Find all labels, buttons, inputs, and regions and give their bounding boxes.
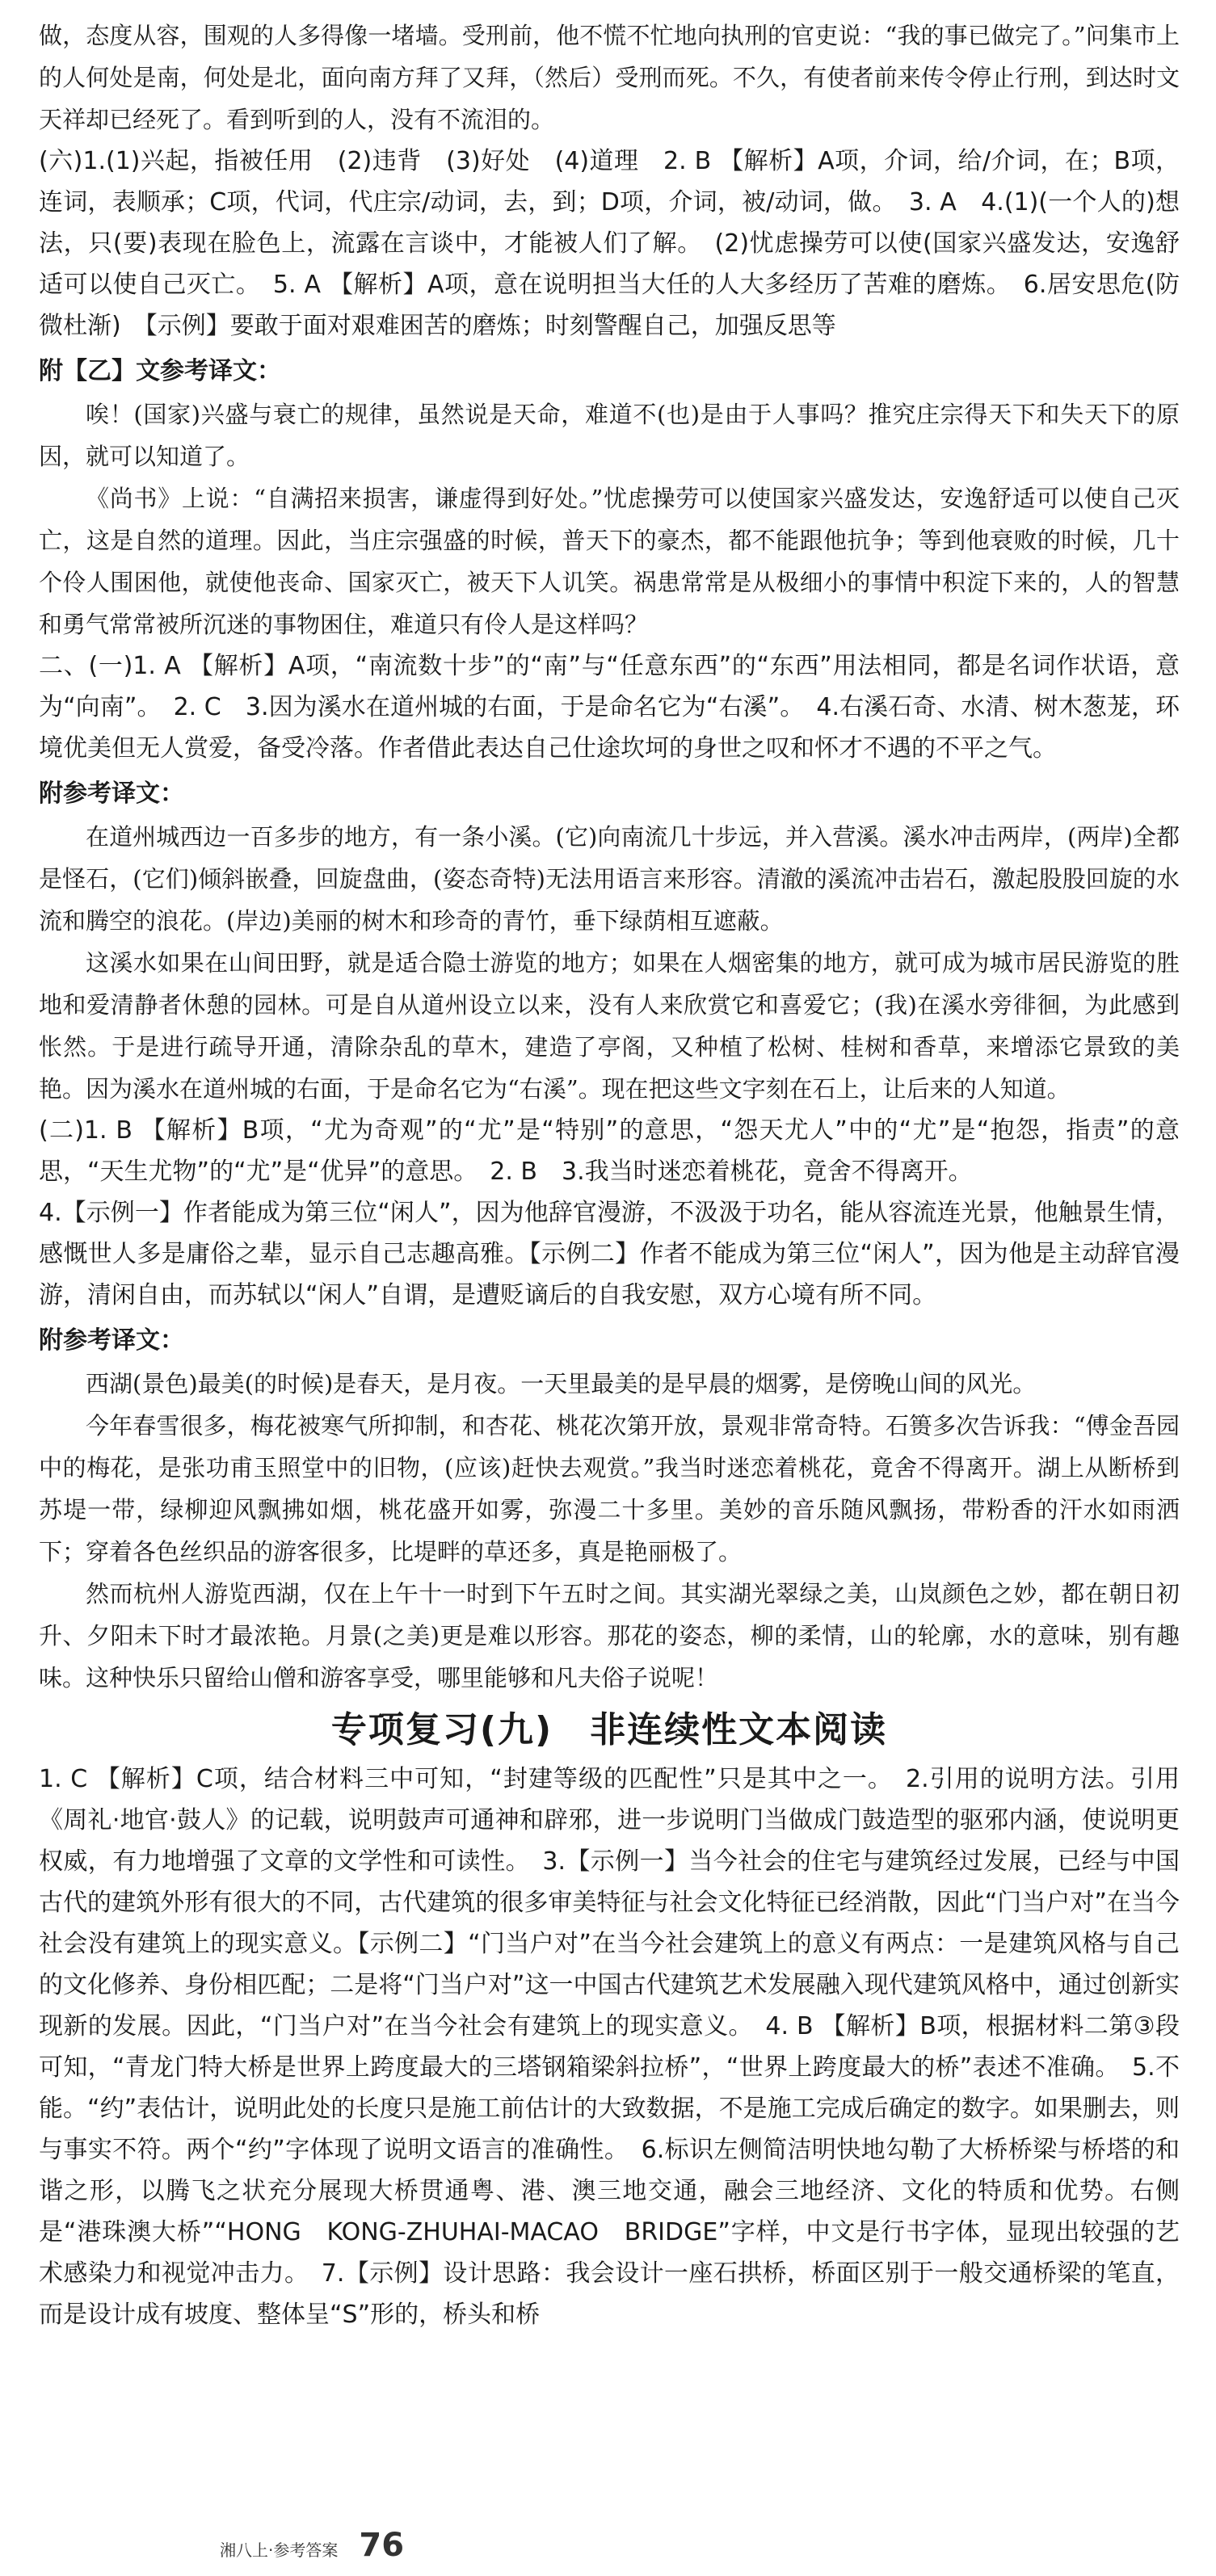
appendix-heading: 附参考译文： (39, 1326, 184, 1355)
translation-paragraph: 这溪水如果在山间田野，就是适合隐士游览的地方；如果在人烟密集的地方，就可成为城市居民游览的胜地和爱清静者休憩的园林。可是自从道州设立以来，没有人来欣赏它和喜爱它；(我)在溪水旁徘徊，为此感到怅然。于是进行疏导开通，清除杂乱的草木，建造了亭阁，又种植了松树、桂树和香草，来增添它景致的美艳。因为溪水在道州城的右面，于是命名它为“右溪”。现在把这些文字刻在石上，让后来的人知道。 (39, 949, 1180, 1103)
translation-paragraph: 今年春雪很多，梅花被寒气所抑制，和杏花、桃花次第开放，景观非常奇特。石篑多次告诉我：“傅金吾园中的梅花，是张功甫玉照堂中的旧物，(应该)赶快去观赏。”我当时迷恋着桃花，竟舍不得离开。湖上从断桥到苏堤一带，绿柳迎风飘拂如烟，桃花盛开如雾，弥漫二十多里。美妙的音乐随风飘扬，带粉香的汗水如雨洒下；穿着各色丝织品的游客很多，比堤畔的草还多，真是艳丽极了。 (39, 1412, 1180, 1565)
appendix-heading-yi-text: 附【乙】文参考译文： (39, 357, 281, 385)
translation-paragraph: 《尚书》上说：“自满招来损害，谦虚得到好处。”忧虑操劳可以使国家兴盛发达，安逸舒适可以使自己灭亡，这是自然的道理。因此，当庄宗强盛的时候，普天下的豪杰，都不能跟他抗争；等到他衰败的时候，几十个伶人围困他，就使他丧命、国家灭亡，被天下人讥笑。祸患常常是从极细小的事情中积淀下来的，人的智慧和勇气常常被所沉迷的事物困住，难道只有伶人是这样吗？ (39, 485, 1180, 638)
section-title-sub: 非连续性文本阅读 (590, 1709, 888, 1750)
answer-section-nine: 1. C 【解析】C项，结合材料三中可知，“封建等级的匹配性”只是其中之一。 2.引用的说明方法。引用《周礼·地官·鼓人》的记载，说明鼓声可通神和辟邪，进一步说明门当做成门鼓造型的驱邪内涵，使说明更权威，有力地增强了文章的文学性和可读性。 3.【示例一】当今社会的住宅与建筑经过发展，已经与中国古代的建筑外形有很大的不同，古代建筑的很多审美特征与社会文化特征已经消散，因此“门当户对”在当今社会没有建筑上的现实意义。【示例二】“门当户对”在当今社会建筑上的意义有两点：一是建筑风格与自己的文化修养、身份相匹配；二是将“门当户对”这一中国古代建筑艺术发展融入现代建筑风格中，通过创新实现新的发展。因此，“门当户对”在当今社会有建筑上的现实意义。 4. B 【解析】B项，根据材料二第③段可知，“青龙门特大桥是世界上跨度最大的三塔钢箱梁斜拉桥”，“世界上跨度最大的桥”表述不准确。 5.不能。“约”表估计，说明此处的长度只是施工前估计的大致数据，不是施工完成后确定的数字。如果删去，则与事实不符。两个“约”字体现了说明文语言的准确性。 6.标识左侧简洁明快地勾勒了大桥桥梁与桥塔的和谐之形，以腾飞之状充分展现大桥贯通粤、港、澳三地交通，融会三地经济、文化的特质和优势。右侧是“港珠澳大桥”“HONG KONG-ZHUHAI-MACAO BRIDGE”字样，中文是行书字体，显现出较强的艺术感染力和视觉冲击力。 7.【示例】设计思路：我会设计一座石拱桥，桥面区别于一般交通桥梁的笔直，而是设计成有坡度、整体呈“S”形的，桥头和桥 (39, 1765, 1180, 2329)
answer-part-two-one: 二、(一)1. A 【解析】A项，“南流数十步”的“南”与“任意东西”的“东西”用法相同，都是名词作状语，意为“向南”。 2. C 3.因为溪水在道州城的右面，于是命名它为“右溪”。 4.右溪石奇、水清、树木葱茏，环境优美但无人赏爱，备受冷落。作者借此表达自己仕途坎坷的身世之叹和怀才不遇的不平之气。 (39, 652, 1180, 763)
footer-label: 湘八上·参考答案 (220, 2540, 339, 2560)
appendix-heading: 附参考译文： (39, 780, 184, 808)
page-footer (220, 2527, 404, 2564)
answer-group-six: (六)1.(1)兴起，指被任用 (2)违背 (3)好处 (4)道理 2. B 【解析】A项，介词，给/介词，在；B项，连词，表顺承；C项，代词，代庄宗/动词，去，到；D项，介词，被/动词，做。 3. A 4.(1)(一个人的)想法，只(要)表现在脸色上，流露在言谈中，才能被人们了解。 (2)忧虑操劳可以使(国家兴盛发达，安逸舒适可以使自己灭亡。 5. A 【解析】A项，意在说明担当大任的人大多经历了苦难的磨炼。 6.居安思危(防微杜渐) 【示例】要敢于面对艰难困苦的磨炼；时刻警醒自己，加强反思等 (39, 147, 1180, 340)
answer-page (39, 15, 1180, 2335)
section-title-main: 专项复习(九) (330, 1709, 553, 1750)
translation-continued-paragraph: 做，态度从容，围观的人多得像一堵墙。受刑前，他不慌不忙地向执刑的官吏说：“我的事已做完了。”问集市上的人何处是南，何处是北，面向南方拜了又拜，（然后）受刑而死。不久，有使者前来传令停止行刑，到达时文天祥却已经死了。看到听到的人，没有不流泪的。 (39, 22, 1180, 133)
answer-item-four: 4.【示例一】作者能成为第三位“闲人”，因为他辞官漫游，不汲汲于功名，能从容流连光景，他触景生情，感慨世人多是庸俗之辈，显示自己志趣高雅。【示例二】作者不能成为第三位“闲人”，因为他是主动辞官漫游，清闲自由，而苏轼以“闲人”自谓，是遭贬谪后的自我安慰，双方心境有所不同。 (39, 1199, 1180, 1309)
page-number: 76 (359, 2527, 405, 2564)
translation-paragraph: 在道州城西边一百多步的地方，有一条小溪。(它)向南流几十步远，并入营溪。溪水冲击两岸，(两岸)全都是怪石，(它们)倾斜嵌叠，回旋盘曲，(姿态奇特)无法用语言来形容。清澈的溪流冲击岩石，激起股股回旋的水流和腾空的浪花。(岸边)美丽的树木和珍奇的青竹，垂下绿荫相互遮蔽。 (39, 823, 1180, 935)
translation-paragraph: 唉！(国家)兴盛与衰亡的规律，虽然说是天命，难道不(也)是由于人事吗？推究庄宗得天下和失天下的原因，就可以知道了。 (39, 401, 1180, 470)
translation-paragraph: 西湖(景色)最美(的时候)是春天，是月夜。一天里最美的是早晨的烟雾，是傍晚山间的风光。 (86, 1370, 1037, 1397)
section-title (39, 1704, 1180, 1757)
answer-part-two-two: (二)1. B 【解析】B项，“尤为奇观”的“尤”是“特别”的意思，“怨天尤人”中的“尤”是“抱怨，指责”的意思，“天生尤物”的“尤”是“优异”的意思。 2. B 3.我当时迷恋着桃花，竟舍不得离开。 (39, 1116, 1180, 1186)
translation-paragraph: 然而杭州人游览西湖，仅在上午十一时到下午五时之间。其实湖光翠绿之美，山岚颜色之妙，都在朝日初升、夕阳未下时才最浓艳。月景(之美)更是难以形容。那花的姿态，柳的柔情，山的轮廓，水的意味，别有趣味。这种快乐只留给山僧和游客享受，哪里能够和凡夫俗子说呢！ (39, 1580, 1180, 1691)
